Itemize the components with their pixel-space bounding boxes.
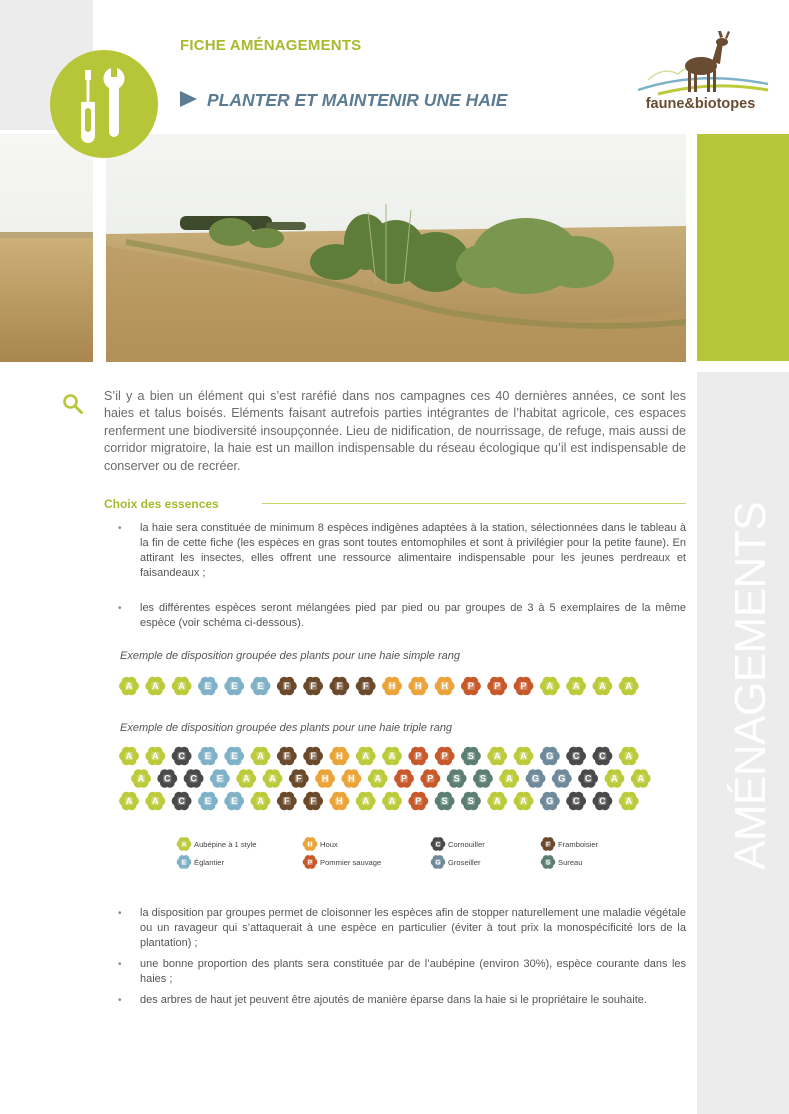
legend-label: Aubépine à 1 style bbox=[194, 840, 257, 849]
plant-badge-letter: A bbox=[611, 773, 618, 784]
plant-badge-letter: E bbox=[231, 796, 238, 807]
list-item: • des arbres de haut jet peuvent être ajoutés de manière éparse dans la haie si le propriétaire le souhaite. bbox=[116, 993, 686, 1008]
tools-icon bbox=[69, 64, 139, 144]
bullet-list-bottom bbox=[116, 906, 686, 1014]
plant-badge-letter: H bbox=[321, 773, 329, 784]
plant-badge-letter: P bbox=[415, 796, 422, 807]
plant-badge-letter: A bbox=[181, 841, 187, 849]
plant-badge bbox=[514, 792, 534, 811]
plant-badge-letter: E bbox=[257, 681, 264, 692]
list-item: • les différentes espèces seront mélangées pied par pied ou par groupes de 3 à 5 exemplaires de la même espèce (voir schéma ci-dessous). bbox=[116, 601, 686, 631]
plant-badge bbox=[408, 792, 428, 811]
list-item: • la disposition par groupes permet de cloisonner les espèces afin de stopper naturellement une maladie végétale ou un ravageur qui s’attaquerait à une espèce en particulier (éviter à tout prix la monospécificité lors de la plantation) ; bbox=[116, 906, 686, 951]
plant-badge bbox=[329, 792, 349, 811]
plant-badge-letter: F bbox=[310, 751, 316, 762]
plant-badge bbox=[447, 769, 467, 788]
plant-badge-letter: S bbox=[441, 796, 448, 807]
plant-badge bbox=[277, 747, 297, 766]
plant-badge bbox=[619, 747, 639, 766]
plant-badge-letter: C bbox=[572, 751, 580, 762]
plant-badge bbox=[631, 769, 651, 788]
plant-badge-letter: A bbox=[505, 773, 513, 784]
plant-badge-letter: A bbox=[125, 796, 133, 807]
plant-badge bbox=[619, 792, 639, 811]
plant-badge bbox=[368, 769, 388, 788]
tools-badge bbox=[50, 50, 158, 158]
plant-badge bbox=[177, 855, 192, 869]
plant-badge bbox=[382, 792, 402, 811]
legend-label: Églantier bbox=[194, 858, 224, 867]
plant-badge bbox=[119, 792, 139, 811]
plant-badge-letter: A bbox=[388, 751, 396, 762]
plant-badge bbox=[131, 769, 151, 788]
plant-badge bbox=[289, 769, 309, 788]
plant-badge-letter: A bbox=[125, 681, 133, 692]
plant-badge bbox=[303, 677, 323, 696]
plant-badge bbox=[303, 792, 323, 811]
plant-badge bbox=[552, 769, 572, 788]
plant-badge-letter: A bbox=[625, 681, 632, 692]
plant-badge-letter: H bbox=[336, 751, 343, 762]
plant-badge bbox=[487, 747, 507, 766]
plant-badge-letter: P bbox=[520, 681, 527, 692]
plant-badge bbox=[461, 677, 481, 696]
plant-badge-letter: S bbox=[545, 859, 551, 867]
plant-badge bbox=[420, 769, 440, 788]
plant-badge bbox=[540, 747, 560, 766]
plant-badge bbox=[341, 769, 361, 788]
plant-badge-letter: A bbox=[625, 751, 632, 762]
plant-badge bbox=[210, 769, 230, 788]
plant-badge bbox=[514, 747, 534, 766]
plant-badge bbox=[435, 792, 455, 811]
plant-badge bbox=[514, 677, 534, 696]
plant-badge-letter: H bbox=[441, 681, 448, 692]
plant-badge bbox=[382, 747, 402, 766]
plant-badge bbox=[263, 769, 283, 788]
plant-badge-letter: E bbox=[204, 751, 211, 762]
logo-text: faune&biotopes bbox=[645, 96, 756, 112]
plant-badge-letter: A bbox=[152, 681, 159, 692]
plant-badge-letter: F bbox=[310, 681, 316, 692]
plant-badge bbox=[119, 677, 139, 696]
list-item: • une bonne proportion des plants sera constituée par de l’aubépine (environ 30%), espèce courante dans les haies ; bbox=[116, 957, 686, 987]
page-title-text: PLANTER ET MAINTENIR UNE HAIE bbox=[207, 90, 508, 110]
plant-badge-letter: A bbox=[493, 796, 501, 807]
legend-label: Cornouiller bbox=[448, 840, 485, 849]
plant-badge-letter: A bbox=[572, 681, 580, 692]
plant-badge bbox=[461, 792, 481, 811]
plant-badge bbox=[198, 747, 218, 766]
bullet-list-top bbox=[116, 521, 686, 651]
side-section-label bbox=[697, 372, 789, 872]
plant-badge-letter: C bbox=[178, 796, 185, 807]
plant-badge-letter: C bbox=[435, 841, 441, 849]
species-legend bbox=[176, 836, 626, 872]
plant-badge bbox=[329, 747, 349, 766]
plant-badge bbox=[224, 792, 244, 811]
plant-badge bbox=[499, 769, 519, 788]
plant-badge bbox=[473, 769, 493, 788]
legend-label: Pommier sauvage bbox=[320, 858, 382, 867]
plant-badge-letter: E bbox=[216, 773, 223, 784]
plant-badge bbox=[487, 677, 507, 696]
plant-badge bbox=[329, 677, 349, 696]
plant-badge bbox=[541, 837, 556, 851]
plant-badge bbox=[435, 747, 455, 766]
plant-badge-letter: A bbox=[269, 773, 276, 784]
plant-badge bbox=[356, 677, 376, 696]
plant-badge-letter: P bbox=[415, 751, 422, 762]
plant-badge-letter: C bbox=[599, 796, 606, 807]
plant-badge-letter: H bbox=[388, 681, 396, 692]
plant-badge bbox=[431, 855, 446, 869]
plant-badge-letter: A bbox=[374, 773, 381, 784]
simple-row-caption: Exemple de disposition groupée des plants pour une haie simple rang bbox=[120, 650, 460, 662]
plant-badge-letter: S bbox=[453, 773, 460, 784]
plant-badge bbox=[541, 855, 556, 869]
plant-badge-letter: F bbox=[545, 841, 551, 849]
plant-badge bbox=[303, 837, 318, 851]
plant-badge bbox=[408, 747, 428, 766]
plant-badge bbox=[145, 747, 165, 766]
plant-badge-letter: H bbox=[336, 796, 343, 807]
plant-badge-letter: G bbox=[435, 859, 441, 867]
plant-badge-letter: E bbox=[204, 681, 211, 692]
plant-badge-letter: A bbox=[520, 796, 527, 807]
plant-badge-letter: A bbox=[520, 751, 527, 762]
plant-badge bbox=[236, 769, 256, 788]
plant-badge bbox=[224, 677, 244, 696]
plant-badge bbox=[251, 747, 271, 766]
plant-badge-letter: H bbox=[348, 773, 355, 784]
plant-badge bbox=[592, 792, 612, 811]
plant-badge-letter: G bbox=[558, 773, 566, 784]
plant-badge bbox=[172, 677, 192, 696]
plant-badge-letter: A bbox=[599, 681, 606, 692]
plant-badge-letter: A bbox=[257, 751, 264, 762]
legend-label: Sureau bbox=[558, 858, 583, 867]
plant-badge-letter: C bbox=[178, 751, 185, 762]
plant-badge-letter: F bbox=[284, 796, 290, 807]
plant-badge-letter: A bbox=[137, 773, 145, 784]
plant-badge bbox=[592, 677, 612, 696]
section-divider bbox=[262, 503, 686, 504]
plant-badge bbox=[119, 747, 139, 766]
plant-badge bbox=[619, 677, 639, 696]
plant-badge-letter: E bbox=[231, 751, 238, 762]
plant-badge-letter: P bbox=[441, 751, 448, 762]
legend-label: Houx bbox=[320, 840, 338, 849]
plant-badge bbox=[172, 747, 192, 766]
plant-badge-letter: F bbox=[336, 681, 343, 692]
plant-badge bbox=[540, 677, 560, 696]
plant-badge-letter: A bbox=[637, 773, 644, 784]
plant-badge-letter: C bbox=[190, 773, 197, 784]
plant-badge bbox=[315, 769, 335, 788]
plant-badge-letter: A bbox=[388, 796, 396, 807]
plant-badge bbox=[435, 677, 455, 696]
plant-badge bbox=[578, 769, 598, 788]
plant-badge-letter: E bbox=[181, 859, 187, 867]
plant-badge bbox=[592, 747, 612, 766]
plant-badge-letter: A bbox=[125, 751, 133, 762]
plant-badge-letter: P bbox=[400, 773, 408, 784]
plant-badge-letter: C bbox=[584, 773, 592, 784]
sheet-category-label: FICHE AMÉNAGEMENTS bbox=[180, 37, 362, 54]
plant-badge-letter: A bbox=[362, 751, 369, 762]
plant-badge-letter: P bbox=[427, 773, 434, 784]
plant-badge-letter: S bbox=[467, 796, 474, 807]
plant-badge-letter: A bbox=[362, 796, 369, 807]
plant-badge bbox=[145, 677, 165, 696]
triple-row-diagram bbox=[119, 746, 679, 814]
plant-badge-letter: G bbox=[546, 796, 554, 807]
plant-badge-letter: A bbox=[257, 796, 264, 807]
plant-badge-letter: S bbox=[467, 751, 474, 762]
side-label-text: AMÉNAGEMENTS bbox=[726, 501, 775, 870]
plant-badge-letter: E bbox=[204, 796, 211, 807]
plant-badge bbox=[184, 769, 204, 788]
plant-badge bbox=[356, 747, 376, 766]
plant-badge bbox=[303, 855, 318, 869]
plant-badge bbox=[145, 792, 165, 811]
plant-badge-letter: F bbox=[284, 681, 290, 692]
legend-label: Groseiller bbox=[448, 858, 481, 867]
plant-badge-letter: F bbox=[362, 681, 369, 692]
plant-badge-letter: F bbox=[296, 773, 302, 784]
plant-badge bbox=[566, 747, 586, 766]
plant-badge bbox=[224, 747, 244, 766]
plant-badge-letter: A bbox=[178, 681, 185, 692]
page-title bbox=[180, 90, 507, 111]
plant-badge bbox=[303, 747, 323, 766]
plant-badge-letter: H bbox=[415, 681, 422, 692]
plant-badge-letter: P bbox=[467, 681, 474, 692]
plant-badge bbox=[277, 792, 297, 811]
plant-badge-letter: C bbox=[164, 773, 171, 784]
plant-badge-letter: C bbox=[572, 796, 580, 807]
arrow-icon bbox=[180, 91, 197, 107]
plant-badge-letter: A bbox=[546, 681, 554, 692]
plant-badge-letter: F bbox=[310, 796, 316, 807]
intro-paragraph: S’il y a bien un élément qui s’est raréfié dans nos campagnes ces 40 dernières années, ce sont les haies et talus boisés. Eléments faisant autrefois parties intégrantes de l’habitat agricole, ces espaces renferment une biodiversité insoupçonnée. Lieu de nidification, de nourrissage, de refuge, mais aussi de corridor migratoire, la haie est un maillon indispensable du réseau écologique qu’il est indispensable de conserver ou de recréer. bbox=[104, 389, 686, 473]
triple-row-caption: Exemple de disposition groupée des plants pour une haie triple rang bbox=[120, 722, 453, 734]
plant-badge-letter: A bbox=[242, 773, 250, 784]
hedge-photo bbox=[106, 134, 686, 362]
plant-badge-letter: C bbox=[599, 751, 606, 762]
plant-badge-letter: F bbox=[284, 751, 290, 762]
plant-badge bbox=[251, 792, 271, 811]
plant-badge bbox=[382, 677, 402, 696]
section-title: Choix des essences bbox=[104, 497, 219, 511]
list-item: • la haie sera constituée de minimum 8 espèces indigènes adaptées à la station, sélectionnées dans le tableau à la fin de cette fiche (les espèces en gras sont toutes entomophiles et sont à privilégier pour la petite faune). En attirant les insectes, elles offrent une ressource alimentaire indispensable pour les jeunes perdreaux et faisandeaux ; bbox=[116, 521, 686, 581]
plant-badge-letter: H bbox=[307, 841, 313, 849]
plant-badge bbox=[431, 837, 446, 851]
plant-badge-letter: P bbox=[307, 859, 313, 867]
plant-badge-letter: P bbox=[494, 681, 501, 692]
plant-badge bbox=[566, 792, 586, 811]
simple-row-diagram bbox=[119, 675, 659, 699]
plant-badge bbox=[526, 769, 546, 788]
plant-badge bbox=[540, 792, 560, 811]
plant-badge-letter: A bbox=[493, 751, 501, 762]
plant-badge bbox=[198, 677, 218, 696]
plant-badge bbox=[394, 769, 414, 788]
plant-badge-letter: S bbox=[479, 773, 486, 784]
plant-badge bbox=[604, 769, 624, 788]
plant-badge-letter: A bbox=[625, 796, 632, 807]
field-photo-left bbox=[0, 134, 93, 362]
side-accent-bar bbox=[697, 134, 789, 361]
plant-badge bbox=[177, 837, 192, 851]
plant-badge bbox=[566, 677, 586, 696]
search-icon bbox=[62, 393, 84, 415]
legend-label: Framboisier bbox=[558, 840, 599, 849]
plant-badge bbox=[356, 792, 376, 811]
plant-badge-letter: G bbox=[531, 773, 540, 784]
plant-badge bbox=[408, 677, 428, 696]
plant-badge bbox=[487, 792, 507, 811]
plant-badge bbox=[198, 792, 218, 811]
plant-badge bbox=[251, 677, 271, 696]
plant-badge-letter: G bbox=[546, 751, 554, 762]
plant-badge bbox=[461, 747, 481, 766]
plant-badge-letter: A bbox=[152, 796, 159, 807]
plant-badge bbox=[172, 792, 192, 811]
plant-badge bbox=[277, 677, 297, 696]
plant-badge bbox=[157, 769, 177, 788]
plant-badge-letter: E bbox=[231, 681, 238, 692]
plant-badge-letter: A bbox=[152, 751, 159, 762]
